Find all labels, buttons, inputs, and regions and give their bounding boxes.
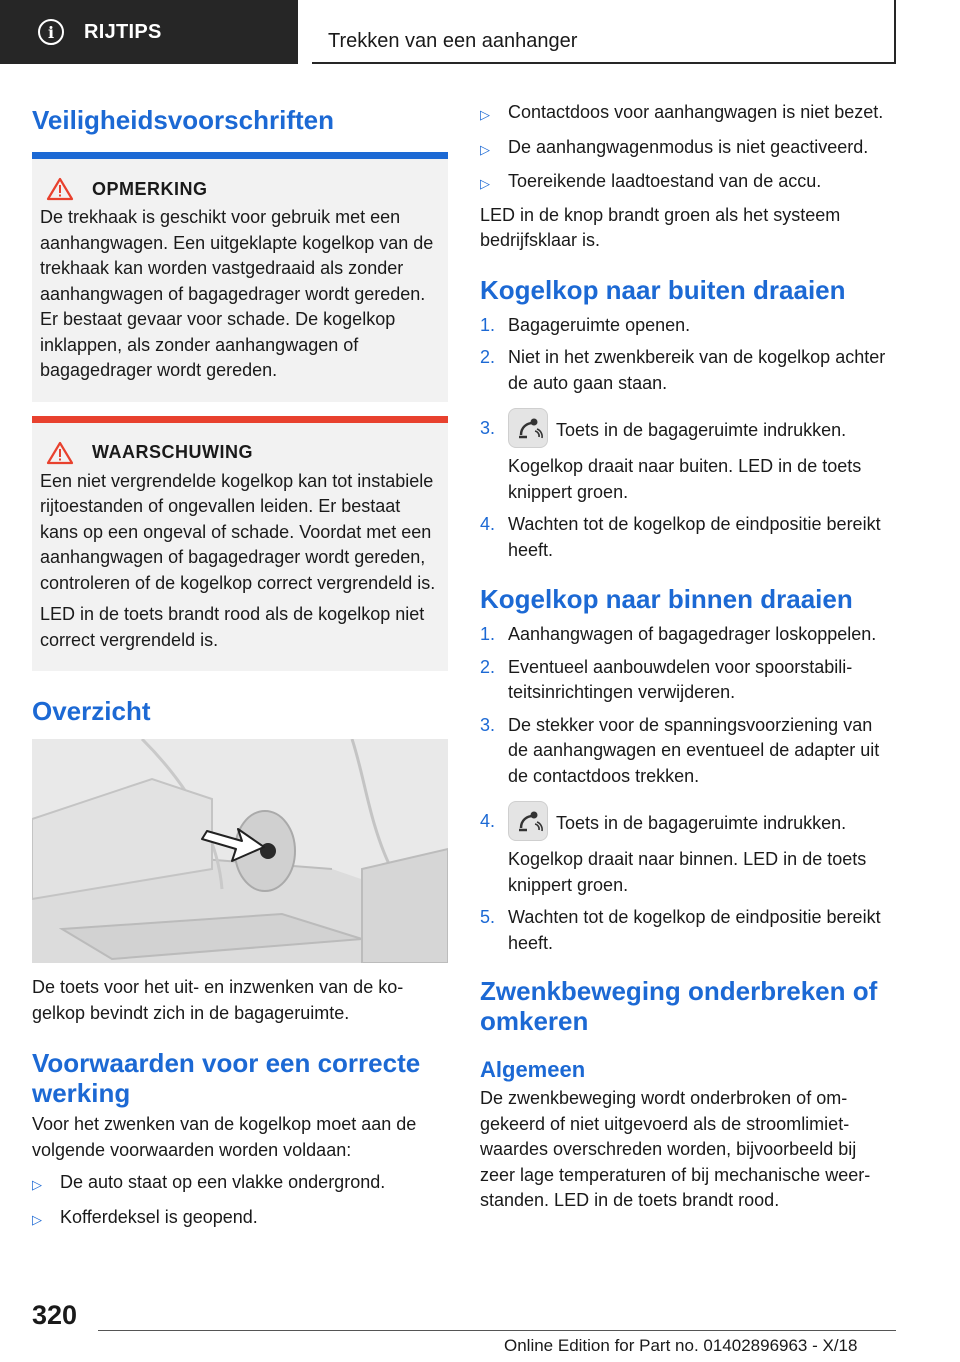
step-item: 3. De stekker voor de spanningsvoorziening van de aanhangwagen en eventueel de adapter uit de contactdoos trekken. bbox=[480, 714, 880, 786]
header-section-label: RIJTIPS bbox=[84, 20, 162, 43]
list-item: ▷ Contactdoos voor aanhangwagen is niet bezet. bbox=[480, 100, 896, 128]
general-text: De zwenkbeweging wordt onderbroken of omgekeerd of niet uitgevoerd als de stroomlimietwaardes overschreden worden, bijvoorbeeld bij zeer lage temperaturen of bij mechanische weerstanden. LED in de toets brandt rood. bbox=[480, 1088, 871, 1210]
right-column bbox=[480, 96, 896, 1214]
tow-hitch-button-icon bbox=[508, 408, 548, 448]
header-section-tab bbox=[0, 0, 298, 64]
list-item: ▷ De aanhangwagenmodus is niet geactiveerd. bbox=[480, 135, 896, 163]
step-item: 1. Aanhangwagen of bagagedrager loskoppelen. bbox=[480, 624, 877, 644]
heading-interrupt: Zwenkbeweging onderbreken of omkeren bbox=[480, 976, 878, 1036]
step-text: Toets in de bagageruimte indrukken. bbox=[556, 813, 847, 833]
info-icon: i bbox=[38, 19, 64, 45]
list-item: ▷ Toereikende laadtoestand van de accu. bbox=[480, 169, 896, 197]
warning-text: Een niet vergrendelde kogelkop kan tot instabiele rijtoestanden of ongevallen leiden. Er bestaat kans op een ongeval of schade. Voordat met een aanhangwagen of bagagedrager wordt gereden, controleren of de kogelkop correct vergrendeld is. bbox=[40, 470, 436, 593]
heading-general: Algemeen bbox=[480, 1057, 586, 1082]
step-text: Toets in de bagageruimte indrukken. bbox=[556, 420, 847, 440]
left-column bbox=[32, 96, 448, 1232]
footer-edition: Online Edition for Part no. 01402896963 - X/18 bbox=[504, 1336, 858, 1355]
step-item: 3. Toets in de bagageruimte indrukken. Kogelkop draait naar buiten. LED in de toets knippert groen. bbox=[480, 408, 896, 505]
footer-divider bbox=[98, 1330, 896, 1331]
heading-safety: Veiligheidsvoorschriften bbox=[32, 105, 334, 135]
overview-caption: De toets voor het uit- en inzwenken van de kogelkop bevindt zich in de bagageruimte. bbox=[32, 977, 404, 1023]
ball-in-steps bbox=[480, 622, 896, 956]
header-title: Trekken van een aanhanger bbox=[328, 30, 578, 52]
step-item: 4. Wachten tot de kogelkop de eindpositie bereikt heeft. bbox=[480, 514, 881, 560]
bullet-triangle-icon: ▷ bbox=[480, 141, 490, 157]
page-number: 320 bbox=[32, 1300, 78, 1330]
heading-requirements: Voorwaarden voor een correcte werking bbox=[32, 1048, 421, 1108]
step-item: 4. Toets in de bagageruimte indrukken. Kogelkop draait naar binnen. LED in de toets knippert groen. bbox=[480, 801, 896, 898]
step-item: 5. Wachten tot de kogelkop de eindpositie bereikt heeft. bbox=[480, 907, 881, 953]
ball-out-steps bbox=[480, 313, 896, 564]
bullet-triangle-icon: ▷ bbox=[480, 107, 490, 122]
warning-title: WAARSCHUWING bbox=[92, 442, 253, 462]
step-subtext: Kogelkop draait naar binnen. LED in de toets knippert groen. bbox=[508, 849, 867, 895]
requirements-led-text: LED in de knop brandt groen als het systeem bedrijfsklaar is. bbox=[480, 204, 841, 250]
notice-box bbox=[32, 152, 448, 402]
trunk-illustration bbox=[32, 739, 448, 963]
requirements-intro: Voor het zwenken van de kogelkop moet aan de volgende voorwaarden worden voldaan: bbox=[32, 1114, 417, 1160]
step-item: 2. Eventueel aanbouwdelen voor spoorstabiliteitsinrichtingen verwijderen. bbox=[480, 656, 853, 702]
bullet-triangle-icon: ▷ bbox=[32, 1177, 42, 1192]
notice-title: OPMERKING bbox=[92, 178, 208, 199]
warning-led-text: LED in de toets brandt rood als de kogelkop niet correct vergrendeld is. bbox=[40, 604, 425, 650]
step-item: 2. Niet in het zwenkbereik van de kogelkop achter de auto gaan staan. bbox=[480, 347, 886, 393]
bullet-triangle-icon: ▷ bbox=[32, 1211, 42, 1227]
heading-overview: Overzicht bbox=[32, 696, 151, 726]
notice-header bbox=[40, 177, 440, 201]
list-item: ▷ De auto staat op een vlakke ondergrond. bbox=[32, 1170, 448, 1198]
heading-ball-out: Kogelkop naar buiten draaien bbox=[480, 274, 846, 305]
notice-text: De trekhaak is geschikt voor gebruik met een aanhangwagen. Een uitgeklapte kogelkop van de trekhaak kan worden vastgedraaid als zonder aanhangwagen of bagagedrager wordt gereden. Er bestaat gevaar voor schade. De kogelkop inklappen, als zonder aanhangwagen of bagagedrager wordt gereden. bbox=[40, 207, 434, 380]
warning-triangle-icon bbox=[46, 177, 74, 201]
step-subtext: Kogelkop draait naar buiten. LED in de toets knippert groen. bbox=[508, 456, 862, 502]
list-item: ▷ Kofferdeksel is geopend. bbox=[32, 1205, 448, 1233]
requirements-list-continued bbox=[480, 100, 896, 197]
heading-ball-in: Kogelkop naar binnen draaien bbox=[480, 584, 853, 614]
tow-hitch-button-icon bbox=[508, 801, 548, 841]
warning-triangle-icon bbox=[46, 441, 74, 465]
trunk-photo bbox=[32, 739, 448, 963]
page-header bbox=[0, 0, 960, 66]
header-title-box bbox=[312, 0, 896, 64]
step-item: 1. Bagageruimte openen. bbox=[480, 314, 691, 335]
requirements-list bbox=[32, 1170, 448, 1232]
bullet-triangle-icon: ▷ bbox=[480, 176, 490, 191]
warning-box bbox=[32, 416, 448, 672]
warning-header bbox=[40, 441, 440, 465]
